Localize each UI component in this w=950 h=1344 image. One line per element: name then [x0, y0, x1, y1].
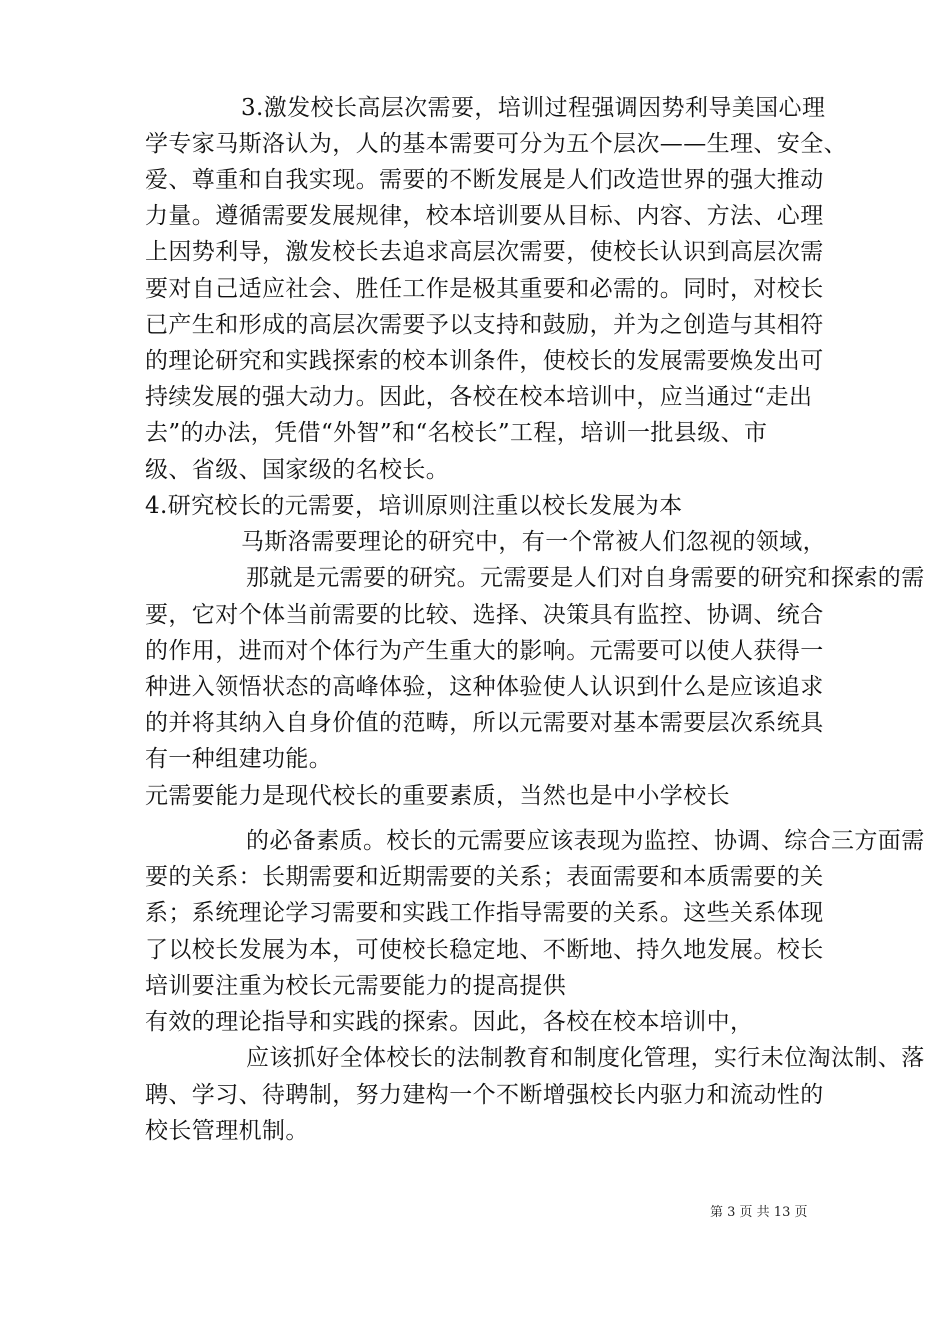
- paragraph-line: 了以校长发展为本，可使校长稳定地、不断地、持久地发展。校长: [145, 937, 824, 963]
- section-heading: 马斯洛需要理论的研究中，有一个常被人们忽视的领域，: [241, 529, 826, 555]
- paragraph-line: 培训要注重为校长元需要能力的提高提供: [145, 973, 567, 999]
- paragraph-line: 上因势利导，激发校长去追求高层次需要，使校长认识到高层次需: [145, 239, 824, 265]
- paragraph-line: 3.激发校长高层次需要，培训过程强调因势利导美国心理: [241, 95, 826, 121]
- paragraph-line: 爱、尊重和自我实现。需要的不断发展是人们改造世界的强大推动: [145, 167, 824, 193]
- paragraph-line: 元需要能力是现代校长的重要素质，当然也是中小学校长: [145, 783, 730, 809]
- paragraph-line: 的理论研究和实践探索的校本训条件，使校长的发展需要焕发出可: [145, 348, 824, 374]
- paragraph-line: 有一种组建功能。: [145, 746, 333, 772]
- paragraph-line: 种进入领悟状态的高峰体验，这种体验使人认识到什么是应该追求: [145, 674, 824, 700]
- paragraph-line: 的必备素质。校长的元需要应该表现为监控、协调、综合三方面需: [246, 828, 925, 854]
- paragraph-line: 去”的办法，凭借“外智”和“名校长”工程，培训一批县级、市: [145, 420, 768, 446]
- paragraph-line: 校长管理机制。: [145, 1118, 309, 1144]
- paragraph-line: 级、省级、国家级的名校长。: [145, 457, 450, 483]
- paragraph-line: 的作用，进而对个体行为产生重大的影响。元需要可以使人获得一: [145, 638, 824, 664]
- paragraph-line: 持续发展的强大动力。因此，各校在校本培训中，应当通过“走出: [145, 384, 813, 410]
- paragraph-line: 力量。遵循需要发展规律，校本培训要从目标、内容、方法、心理: [145, 203, 824, 229]
- paragraph-line: 那就是元需要的研究。元需要是人们对自身需要的研究和探索的需: [246, 565, 925, 591]
- paragraph-line: 4.研究校长的元需要，培训原则注重以校长发展为本: [145, 493, 683, 519]
- paragraph-line: 要，它对个体当前需要的比较、选择、决策具有监控、协调、统合: [145, 602, 824, 628]
- paragraph-line: 应该抓好全体校长的法制教育和制度化管理，实行未位淘汰制、落: [246, 1045, 925, 1071]
- paragraph-line: 的并将其纳入自身价值的范畴，所以元需要对基本需要层次系统具: [145, 710, 824, 736]
- paragraph-line: 聘、学习、待聘制，努力建构一个不断增强校长内驱力和流动性的: [145, 1082, 824, 1108]
- paragraph-line: 要对自己适应社会、胜任工作是极其重要和必需的。同时，对校长: [145, 276, 824, 302]
- paragraph-line: 要的关系：长期需要和近期需要的关系；表面需要和本质需要的关: [145, 864, 824, 890]
- paragraph-line: 有效的理论指导和实践的探索。因此，各校在校本培训中，: [145, 1009, 754, 1035]
- page-number: 第 3 页 共 13 页: [710, 1205, 808, 1220]
- paragraph-line: 系；系统理论学习需要和实践工作指导需要的关系。这些关系体现: [145, 900, 824, 926]
- paragraph-line: 学专家马斯洛认为，人的基本需要可分为五个层次——生理、安全、: [145, 131, 847, 157]
- paragraph-line: 已产生和形成的高层次需要予以支持和鼓励，并为之创造与其相符: [145, 312, 824, 338]
